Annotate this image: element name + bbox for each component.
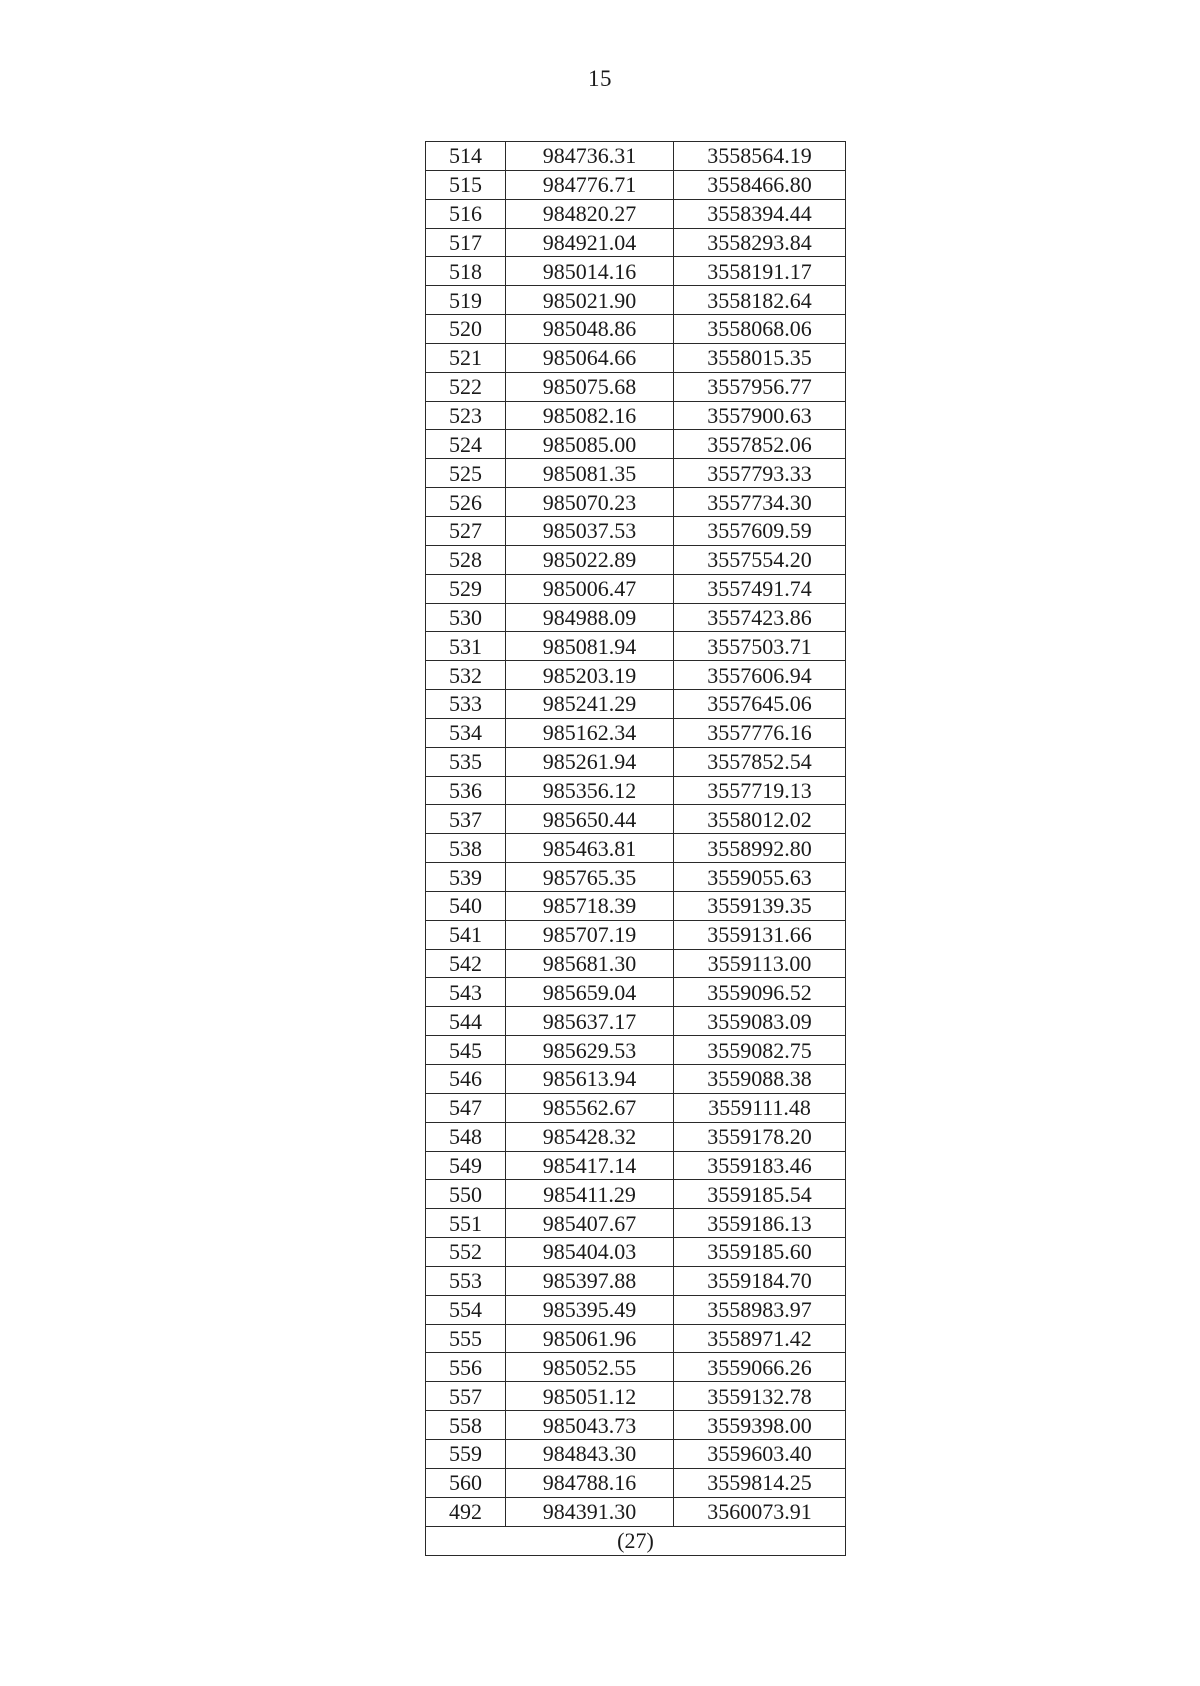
table-row xyxy=(426,776,846,805)
table-row xyxy=(426,401,846,430)
table-row xyxy=(426,747,846,776)
table-row xyxy=(426,315,846,344)
table-footer-row xyxy=(426,1526,846,1555)
table-row xyxy=(426,1353,846,1382)
point-id-cell: 552 xyxy=(426,1238,506,1267)
point-id-cell: 543 xyxy=(426,978,506,1007)
y-coordinate-cell: 3559132.78 xyxy=(674,1382,846,1411)
y-coordinate-cell: 3558992.80 xyxy=(674,834,846,863)
y-coordinate-cell: 3557609.59 xyxy=(674,516,846,545)
y-coordinate-cell: 3559113.00 xyxy=(674,949,846,978)
table-row xyxy=(426,1382,846,1411)
table-row xyxy=(426,372,846,401)
table-row xyxy=(426,1122,846,1151)
table-row xyxy=(426,1036,846,1065)
x-coordinate-cell: 985395.49 xyxy=(506,1295,674,1324)
table-row xyxy=(426,257,846,286)
x-coordinate-cell: 984843.30 xyxy=(506,1439,674,1468)
table-row xyxy=(426,920,846,949)
y-coordinate-cell: 3558983.97 xyxy=(674,1295,846,1324)
x-coordinate-cell: 985075.68 xyxy=(506,372,674,401)
y-coordinate-cell: 3559398.00 xyxy=(674,1411,846,1440)
point-id-cell: 533 xyxy=(426,690,506,719)
x-coordinate-cell: 984736.31 xyxy=(506,142,674,171)
y-coordinate-cell: 3559111.48 xyxy=(674,1093,846,1122)
y-coordinate-cell: 3558191.17 xyxy=(674,257,846,286)
table-row xyxy=(426,1093,846,1122)
x-coordinate-cell: 985081.35 xyxy=(506,459,674,488)
x-coordinate-cell: 985407.67 xyxy=(506,1209,674,1238)
y-coordinate-cell: 3559183.46 xyxy=(674,1151,846,1180)
x-coordinate-cell: 985082.16 xyxy=(506,401,674,430)
table-row xyxy=(426,1151,846,1180)
table-row xyxy=(426,545,846,574)
y-coordinate-cell: 3559055.63 xyxy=(674,863,846,892)
point-id-cell: 550 xyxy=(426,1180,506,1209)
x-coordinate-cell: 985417.14 xyxy=(506,1151,674,1180)
point-id-cell: 559 xyxy=(426,1439,506,1468)
x-coordinate-cell: 985037.53 xyxy=(506,516,674,545)
y-coordinate-cell: 3557956.77 xyxy=(674,372,846,401)
point-id-cell: 558 xyxy=(426,1411,506,1440)
point-id-cell: 544 xyxy=(426,1007,506,1036)
x-coordinate-cell: 985629.53 xyxy=(506,1036,674,1065)
y-coordinate-cell: 3559139.35 xyxy=(674,891,846,920)
x-coordinate-cell: 985051.12 xyxy=(506,1382,674,1411)
point-id-cell: 525 xyxy=(426,459,506,488)
table-row xyxy=(426,1238,846,1267)
y-coordinate-cell: 3558466.80 xyxy=(674,170,846,199)
x-coordinate-cell: 984988.09 xyxy=(506,603,674,632)
y-coordinate-cell: 3557734.30 xyxy=(674,488,846,517)
table-row xyxy=(426,834,846,863)
point-id-cell: 539 xyxy=(426,863,506,892)
x-coordinate-cell: 985021.90 xyxy=(506,286,674,315)
table-row xyxy=(426,1468,846,1497)
point-id-cell: 553 xyxy=(426,1266,506,1295)
point-id-cell: 492 xyxy=(426,1497,506,1526)
y-coordinate-cell: 3557606.94 xyxy=(674,661,846,690)
y-coordinate-cell: 3560073.91 xyxy=(674,1497,846,1526)
point-id-cell: 546 xyxy=(426,1065,506,1094)
y-coordinate-cell: 3557852.06 xyxy=(674,430,846,459)
x-coordinate-cell: 985085.00 xyxy=(506,430,674,459)
x-coordinate-cell: 985463.81 xyxy=(506,834,674,863)
x-coordinate-cell: 985048.86 xyxy=(506,315,674,344)
y-coordinate-cell: 3557491.74 xyxy=(674,574,846,603)
y-coordinate-cell: 3557503.71 xyxy=(674,632,846,661)
x-coordinate-cell: 985022.89 xyxy=(506,545,674,574)
y-coordinate-cell: 3558182.64 xyxy=(674,286,846,315)
point-id-cell: 555 xyxy=(426,1324,506,1353)
point-id-cell: 522 xyxy=(426,372,506,401)
point-id-cell: 542 xyxy=(426,949,506,978)
x-coordinate-cell: 984391.30 xyxy=(506,1497,674,1526)
table-row xyxy=(426,459,846,488)
point-id-cell: 527 xyxy=(426,516,506,545)
x-coordinate-cell: 985613.94 xyxy=(506,1065,674,1094)
point-id-cell: 516 xyxy=(426,199,506,228)
x-coordinate-cell: 985356.12 xyxy=(506,776,674,805)
table-row xyxy=(426,1295,846,1324)
table-row xyxy=(426,891,846,920)
point-id-cell: 524 xyxy=(426,430,506,459)
table-row xyxy=(426,1065,846,1094)
x-coordinate-cell: 985428.32 xyxy=(506,1122,674,1151)
table-row xyxy=(426,228,846,257)
point-id-cell: 536 xyxy=(426,776,506,805)
point-id-cell: 514 xyxy=(426,142,506,171)
table-row xyxy=(426,1209,846,1238)
x-coordinate-cell: 985411.29 xyxy=(506,1180,674,1209)
table-row xyxy=(426,949,846,978)
y-coordinate-cell: 3557852.54 xyxy=(674,747,846,776)
coordinate-table xyxy=(425,141,846,1556)
point-id-cell: 531 xyxy=(426,632,506,661)
point-id-cell: 530 xyxy=(426,603,506,632)
y-coordinate-cell: 3559185.60 xyxy=(674,1238,846,1267)
x-coordinate-cell: 985404.03 xyxy=(506,1238,674,1267)
y-coordinate-cell: 3559096.52 xyxy=(674,978,846,1007)
table-row xyxy=(426,1266,846,1295)
table-row xyxy=(426,199,846,228)
x-coordinate-cell: 984776.71 xyxy=(506,170,674,199)
x-coordinate-cell: 985203.19 xyxy=(506,661,674,690)
table-row xyxy=(426,1007,846,1036)
table-row xyxy=(426,661,846,690)
x-coordinate-cell: 984788.16 xyxy=(506,1468,674,1497)
table-row xyxy=(426,1180,846,1209)
x-coordinate-cell: 985241.29 xyxy=(506,690,674,719)
point-id-cell: 517 xyxy=(426,228,506,257)
table-row xyxy=(426,690,846,719)
y-coordinate-cell: 3557645.06 xyxy=(674,690,846,719)
x-coordinate-cell: 985043.73 xyxy=(506,1411,674,1440)
point-id-cell: 545 xyxy=(426,1036,506,1065)
y-coordinate-cell: 3558564.19 xyxy=(674,142,846,171)
x-coordinate-cell: 985162.34 xyxy=(506,718,674,747)
coordinate-table-body xyxy=(426,142,846,1527)
table-row xyxy=(426,430,846,459)
point-id-cell: 547 xyxy=(426,1093,506,1122)
table-row xyxy=(426,632,846,661)
point-id-cell: 526 xyxy=(426,488,506,517)
y-coordinate-cell: 3559186.13 xyxy=(674,1209,846,1238)
y-coordinate-cell: 3559082.75 xyxy=(674,1036,846,1065)
page-number: 15 xyxy=(588,66,612,91)
y-coordinate-cell: 3558012.02 xyxy=(674,805,846,834)
table-row xyxy=(426,170,846,199)
point-id-cell: 518 xyxy=(426,257,506,286)
y-coordinate-cell: 3557423.86 xyxy=(674,603,846,632)
point-id-cell: 529 xyxy=(426,574,506,603)
point-id-cell: 548 xyxy=(426,1122,506,1151)
y-coordinate-cell: 3558015.35 xyxy=(674,343,846,372)
table-row xyxy=(426,1439,846,1468)
table-row xyxy=(426,1411,846,1440)
table-row xyxy=(426,343,846,372)
x-coordinate-cell: 985064.66 xyxy=(506,343,674,372)
point-id-cell: 541 xyxy=(426,920,506,949)
x-coordinate-cell: 985650.44 xyxy=(506,805,674,834)
point-id-cell: 560 xyxy=(426,1468,506,1497)
y-coordinate-cell: 3558068.06 xyxy=(674,315,846,344)
point-id-cell: 534 xyxy=(426,718,506,747)
y-coordinate-cell: 3559066.26 xyxy=(674,1353,846,1382)
y-coordinate-cell: 3558394.44 xyxy=(674,199,846,228)
x-coordinate-cell: 985052.55 xyxy=(506,1353,674,1382)
x-coordinate-cell: 985070.23 xyxy=(506,488,674,517)
y-coordinate-cell: 3559603.40 xyxy=(674,1439,846,1468)
x-coordinate-cell: 985659.04 xyxy=(506,978,674,1007)
y-coordinate-cell: 3557900.63 xyxy=(674,401,846,430)
y-coordinate-cell: 3559185.54 xyxy=(674,1180,846,1209)
point-id-cell: 535 xyxy=(426,747,506,776)
y-coordinate-cell: 3559088.38 xyxy=(674,1065,846,1094)
table-row xyxy=(426,805,846,834)
x-coordinate-cell: 985637.17 xyxy=(506,1007,674,1036)
x-coordinate-cell: 985718.39 xyxy=(506,891,674,920)
point-id-cell: 556 xyxy=(426,1353,506,1382)
y-coordinate-cell: 3559131.66 xyxy=(674,920,846,949)
table-row xyxy=(426,574,846,603)
y-coordinate-cell: 3557554.20 xyxy=(674,545,846,574)
point-count-cell: (27) xyxy=(426,1526,846,1555)
point-id-cell: 538 xyxy=(426,834,506,863)
point-id-cell: 554 xyxy=(426,1295,506,1324)
table-row xyxy=(426,1324,846,1353)
y-coordinate-cell: 3559814.25 xyxy=(674,1468,846,1497)
table-row xyxy=(426,488,846,517)
point-id-cell: 523 xyxy=(426,401,506,430)
table-row xyxy=(426,516,846,545)
y-coordinate-cell: 3559083.09 xyxy=(674,1007,846,1036)
x-coordinate-cell: 985707.19 xyxy=(506,920,674,949)
point-id-cell: 557 xyxy=(426,1382,506,1411)
x-coordinate-cell: 984820.27 xyxy=(506,199,674,228)
y-coordinate-cell: 3559184.70 xyxy=(674,1266,846,1295)
x-coordinate-cell: 985681.30 xyxy=(506,949,674,978)
table-row xyxy=(426,863,846,892)
point-id-cell: 521 xyxy=(426,343,506,372)
point-id-cell: 551 xyxy=(426,1209,506,1238)
table-row xyxy=(426,286,846,315)
x-coordinate-cell: 985014.16 xyxy=(506,257,674,286)
point-id-cell: 537 xyxy=(426,805,506,834)
y-coordinate-cell: 3559178.20 xyxy=(674,1122,846,1151)
table-row xyxy=(426,142,846,171)
x-coordinate-cell: 985081.94 xyxy=(506,632,674,661)
point-id-cell: 532 xyxy=(426,661,506,690)
y-coordinate-cell: 3557719.13 xyxy=(674,776,846,805)
table-row xyxy=(426,603,846,632)
x-coordinate-cell: 985397.88 xyxy=(506,1266,674,1295)
x-coordinate-cell: 984921.04 xyxy=(506,228,674,257)
point-id-cell: 549 xyxy=(426,1151,506,1180)
table-row xyxy=(426,978,846,1007)
y-coordinate-cell: 3557776.16 xyxy=(674,718,846,747)
point-id-cell: 520 xyxy=(426,315,506,344)
table-row xyxy=(426,718,846,747)
x-coordinate-cell: 985562.67 xyxy=(506,1093,674,1122)
point-id-cell: 540 xyxy=(426,891,506,920)
x-coordinate-cell: 985261.94 xyxy=(506,747,674,776)
x-coordinate-cell: 985006.47 xyxy=(506,574,674,603)
point-id-cell: 515 xyxy=(426,170,506,199)
y-coordinate-cell: 3558293.84 xyxy=(674,228,846,257)
table-row xyxy=(426,1497,846,1526)
x-coordinate-cell: 985765.35 xyxy=(506,863,674,892)
point-id-cell: 519 xyxy=(426,286,506,315)
y-coordinate-cell: 3557793.33 xyxy=(674,459,846,488)
y-coordinate-cell: 3558971.42 xyxy=(674,1324,846,1353)
point-id-cell: 528 xyxy=(426,545,506,574)
x-coordinate-cell: 985061.96 xyxy=(506,1324,674,1353)
